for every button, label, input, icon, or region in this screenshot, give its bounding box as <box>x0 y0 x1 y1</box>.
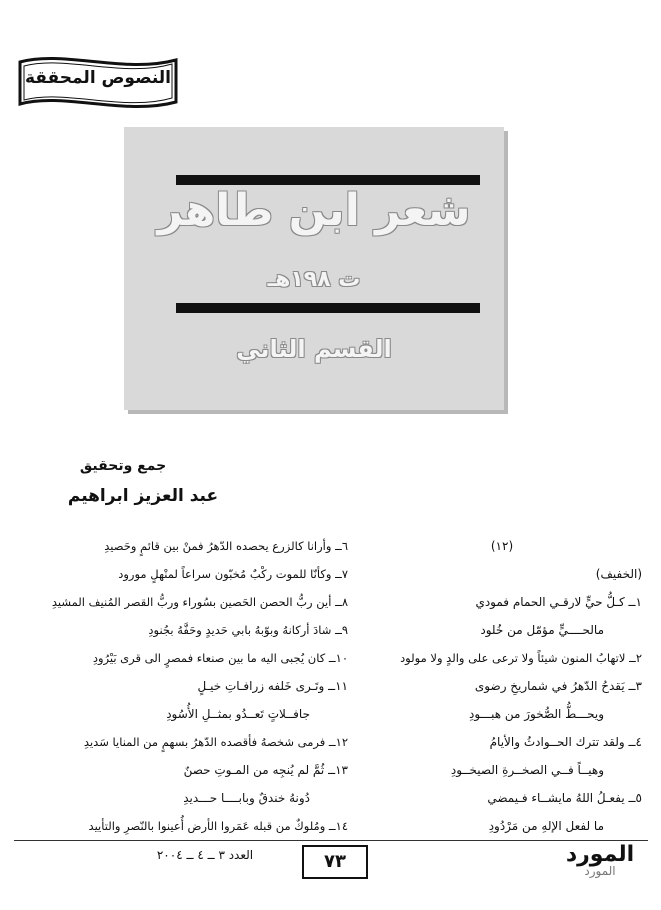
poem-title: شعر ابن طاهر <box>157 185 471 236</box>
right-column <box>362 532 642 840</box>
verse-line: جافــلاتٍ تَعــدُو بمثــلِ الأُسُودِ <box>166 707 310 721</box>
verse-line: ٦ــ وأرانا كالزرع يحصده الدّهرُ فمنْ بين قائمٍ وحَصيدِ <box>104 539 348 553</box>
section-banner <box>14 52 182 114</box>
issue-label: العدد ٣ ــ ٤ ــ ٢٠٠٤ <box>156 848 254 862</box>
title-block <box>124 127 504 410</box>
journal-logo-shadow: المورد <box>584 864 616 878</box>
verse-line: ويحـــطُّ الصُّخورَ من هبـــودِ <box>469 707 604 721</box>
collected-label: جمع وتحقيق <box>79 458 167 474</box>
journal-logo: المورد <box>565 842 635 867</box>
title-bar-top <box>176 175 480 185</box>
verse-line: ١٣ــ ثُمَّ لم يُنجِه من المـوتِ حصنٌ <box>183 763 348 777</box>
poem-number: (١٢) <box>490 539 514 553</box>
verse-line: ٨ــ أين ربُّ الحصن الحَصين بسُوراء وربُّ القصر المُنيف المشيدِ <box>51 595 348 609</box>
banner-label: النصوص المحققة <box>25 68 171 88</box>
verse-line: مالحــــيٍّ مؤمّل من خُلود <box>480 623 604 637</box>
verse-line: ١٢ــ فرمى شخصهُ فأقصده الدّهرُ بسهمٍ من المنايا سَديدِ <box>83 735 348 749</box>
verse-line: ١٠ــ كان يُجبى اليه ما بين صنعاء فمصرٍ الى قرى بَيْرُودِ <box>92 651 348 665</box>
verse-line: ٥ــ يفعـلُ اللهُ مايشــاء فـيمضي <box>487 791 642 805</box>
verse-line: دُونهُ خندقٌ وبابــــا حـــديدِ <box>183 791 310 805</box>
verse-line: ٧ــ وكأنّا للموت ركْبٌ مُخبّون سراعاً لمنْهلٍ مورود <box>118 567 348 581</box>
left-column <box>18 532 348 840</box>
part-label: القسم الثاني <box>236 335 392 363</box>
verse-line: ١ــ كـلُّ حيٍّ لارقـي الحمام فمودي <box>475 595 642 609</box>
verse-line: ١١ــ وتَـرى خَلفه زرافـاتِ خيـلٍ <box>197 679 348 693</box>
verse-line: وهيــاً فــي الصخــرةِ الصيخــودِ <box>450 763 604 777</box>
verse-line: ١٤ــ ومُلوكٌ من قبله عَمَروا الأرض أُعينوا بالنّصرِ والتأييد <box>88 819 348 833</box>
verse-line: ٩ــ شادَ أركانهُ وبوّبهُ بابي حَديدٍ وحَفَّهُ بجُنودِ <box>148 623 348 637</box>
verse-line: ٢ــ لاتهابُ المنون شيئاً ولا ترعى على والدٍ ولا مولود <box>400 651 642 665</box>
page-number: ٧٣ <box>302 845 368 879</box>
verse-line: ٣ــ يَقدحُ الدّهرُ في شماريخِ رضوى <box>474 679 642 693</box>
verse-line: ٤ــ ولقد تترك الحــوادثُ والأيامُ <box>489 735 642 749</box>
poem-meter: (الخفيف) <box>595 567 642 581</box>
footer-rule <box>14 840 648 841</box>
author-name: عبد العزيز ابراهيم <box>67 486 219 506</box>
poet-death-date: ت ١٩٨هـ <box>267 267 361 292</box>
verse-line: ما لفعل الإلهِ من مَرْدُودِ <box>488 819 604 833</box>
title-bar-middle <box>176 303 480 313</box>
